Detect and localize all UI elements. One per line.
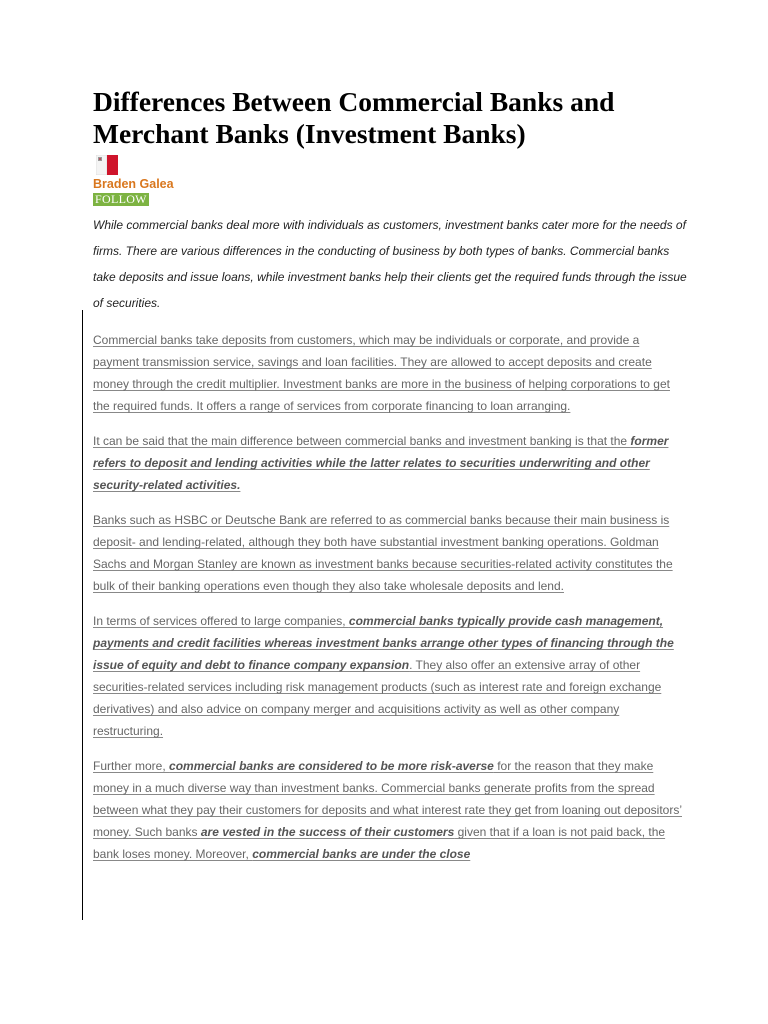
paragraph-1 [93,329,683,417]
page-title: Differences Between Commercial Banks and Merchant Banks (Investment Banks) [93,86,615,149]
paragraph-text: Banks such as HSBC or Deutsche Bank are referred to as commercial banks because their main business is deposit- and lending-related, although they both have substantial investment banking operations. Goldman Sachs and Morgan Stanley are known as investment banks because securities-related activity constitutes the bulk of their banking operations even though they also take wholesale deposits and lend. [93,513,673,593]
paragraph-text: for the reason that they make money in a much diverse way than investment banks. Commercial banks generate profits from the spread between what they pay their customers for deposits and what interest rate they get from loaning out depositors’ money. Such banks [93,759,682,839]
emphasis-text: are vested in the success of their customers [200,825,455,839]
paragraph-4 [93,610,683,742]
emphasis-text: commercial banks are considered to be more risk-averse [169,759,494,773]
article-body [93,329,683,878]
author-name[interactable]: Braden Galea [93,177,174,191]
paragraph-text: It can be said that the main difference between commercial banks and investment banking is that the [93,434,631,448]
paragraph-text: Further more, [93,759,170,773]
paragraph-text: . They also offer an extensive array of other securities-related services including risk management products (such as interest rate and foreign exchange derivatives) and also advice on company merger and acquisitions activity as well as other company restructuring. [93,658,662,738]
emphasis-text: former refers to deposit and lending activities while the latter relates to securities underwriting and other security-related activities. [93,434,669,492]
margin-rule [82,310,83,920]
emphasis-text: commercial banks are under the close [252,847,471,861]
paragraph-5 [93,755,683,865]
follow-button[interactable]: FOLLOW [95,192,147,206]
intro-paragraph: While commercial banks deal more with individuals as customers, investment banks cater more for the needs of firms. There are various differences in the conducting of business by both types of banks. Commercial banks take deposits and issue loans, while investment banks help their clients get the required funds through the issue of securities. [93,218,687,310]
paragraph-text: In terms of services offered to large companies, [93,614,349,628]
emphasis-text: commercial banks typically provide cash management, payments and credit facilities whereas investment banks arrange other types of financing through the issue of equity and debt to finance company expansion [93,614,674,672]
paragraph-2 [93,430,683,496]
paragraph-3 [93,509,683,597]
paragraph-text: given that if a loan is not paid back, the bank loses money. Moreover, [93,825,666,861]
malta-flag-icon [96,155,118,175]
paragraph-text: Commercial banks take deposits from customers, which may be individuals or corporate, and provide a payment transmission service, savings and loan facilities. They are allowed to accept deposits and create money through the credit multiplier. Investment banks are more in the business of helping corporations to get the required funds. It offers a range of services from corporate financing to loan arranging. [93,333,670,413]
